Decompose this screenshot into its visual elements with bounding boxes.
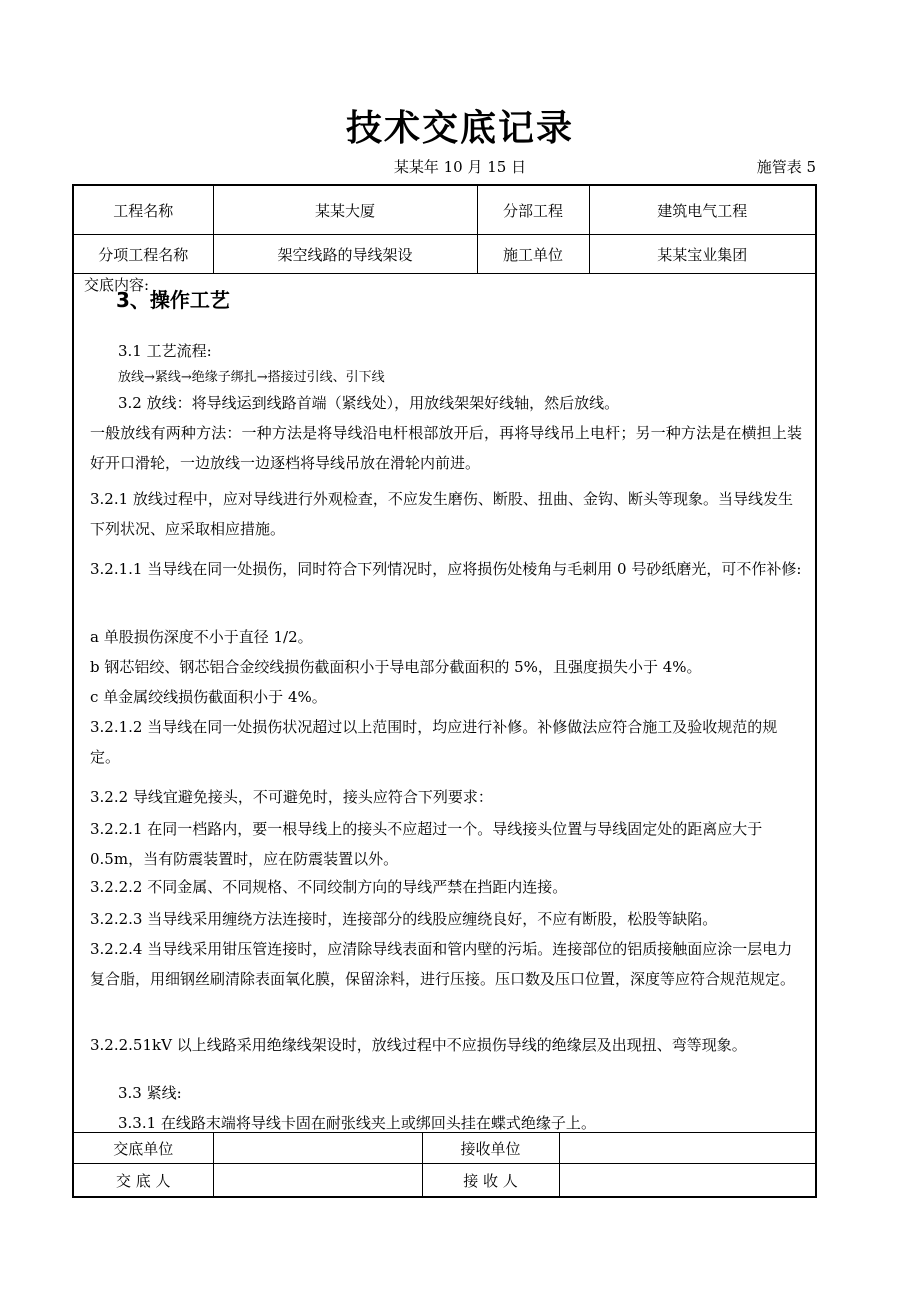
paragraph: 放线→紧线→绝缘子绑扎→搭接过引线、引下线 (118, 370, 385, 385)
section-heading: 3、操作工艺 (116, 288, 230, 312)
paragraph: 3.2.2.3 当导线采用缠绕方法连接时，连接部分的线股应缠绕良好，不应有断股，松股等缺陷。 (90, 910, 718, 928)
division-label: 分部工程 (477, 186, 589, 235)
project-name-label: 工程名称 (74, 186, 213, 235)
issuer-unit-field[interactable] (213, 1133, 422, 1164)
receiver-unit-field[interactable] (559, 1133, 815, 1164)
paragraph: 3.2.1.1 当导线在同一处损伤，同时符合下列情况时，应将损伤处棱角与毛刺用 0 号砂纸磨光，可不作补修: (90, 560, 802, 578)
receiver-unit-label: 接收单位 (422, 1133, 559, 1164)
paragraph: 3.2.2.4 当导线采用钳压管连接时，应清除导线表面和管内壁的污垢。连接部位的铝质接触面应涂一层电力复合脂，用细钢丝刷清除表面氧化膜，保留涂料，进行压接。压口数及压口位置，深度等应符合规范规定。 (90, 940, 796, 988)
paragraph: 3.2.2.2 不同金属、不同规格、不同绞制方向的导线严禁在挡距内连接。 (90, 878, 568, 896)
header-table (74, 186, 815, 274)
paragraph: a 单股损伤深度不小于直径 1/2。 (90, 628, 313, 646)
form-number: 施管表 5 (756, 158, 816, 176)
signature-table (74, 1132, 815, 1196)
paragraph: 3.2.2.51kV 以上线路采用绝缘线架设时，放线过程中不应损伤导线的绝缘层及出现扭、弯等现象。 (90, 1036, 747, 1054)
paragraph: 3.2.1.2 当导线在同一处损伤状况超过以上范围时，均应进行补修。补修做法应符合施工及验收规范的规定。 (90, 718, 778, 766)
subitem-value: 架空线路的导线架设 (213, 235, 477, 274)
page-title: 技术交底记录 (345, 108, 574, 149)
record-form (72, 184, 817, 1198)
issuer-unit-label: 交底单位 (74, 1133, 213, 1164)
paragraph: 3.3 紧线: (118, 1084, 182, 1102)
receiver-person-field[interactable] (559, 1164, 815, 1197)
subitem-label: 分项工程名称 (74, 235, 213, 274)
paragraph: 3.2.2.1 在同一档路内，要一根导线上的接头不应超过一个。导线接头位置与导线固定处的距离应大于 0.5m，当有防震装置时，应在防震装置以外。 (90, 820, 763, 868)
contractor-value: 某某宝业集团 (589, 235, 815, 274)
content-label: 交底内容: (84, 276, 150, 294)
division-value: 建筑电气工程 (589, 186, 815, 235)
receiver-person-label: 接 收 人 (422, 1164, 559, 1197)
paragraph: 一般放线有两种方法：一种方法是将导线沿电杆根部放开后，再将导线吊上电杆；另一种方法是在横担上装好开口滑轮，一边放线一边逐档将导线吊放在滑轮内前进。 (90, 424, 802, 472)
paragraph: 3.2.1 放线过程中，应对导线进行外观检查，不应发生磨伤、断股、扭曲、金钩、断头等现象。当导线发生下列状况、应采取相应措施。 (90, 490, 793, 538)
paragraph: 3.3.1 在线路末端将导线卡固在耐张线夹上或绑回头挂在蝶式绝缘子上。 (118, 1114, 596, 1132)
paragraph: b 钢芯铝绞、钢芯铝合金绞线损伤截面积小于导电部分截面积的 5%，且强度损失小于 4%。 (90, 658, 702, 676)
issuer-person-field[interactable] (213, 1164, 422, 1197)
paragraph: 3.2 放线：将导线运到线路首端（紧线处），用放线架架好线轴，然后放线。 (118, 394, 620, 412)
issuer-person-label: 交 底 人 (74, 1164, 213, 1197)
project-name-value: 某某大厦 (213, 186, 477, 235)
paragraph: 3.1 工艺流程: (118, 342, 212, 360)
paragraph: c 单金属绞线损伤截面积小于 4%。 (90, 688, 327, 706)
record-date: 某某年 10 月 15 日 (393, 158, 527, 176)
contractor-label: 施工单位 (477, 235, 589, 274)
paragraph: 3.2.2 导线宜避免接头，不可避免时，接头应符合下列要求： (90, 788, 493, 806)
